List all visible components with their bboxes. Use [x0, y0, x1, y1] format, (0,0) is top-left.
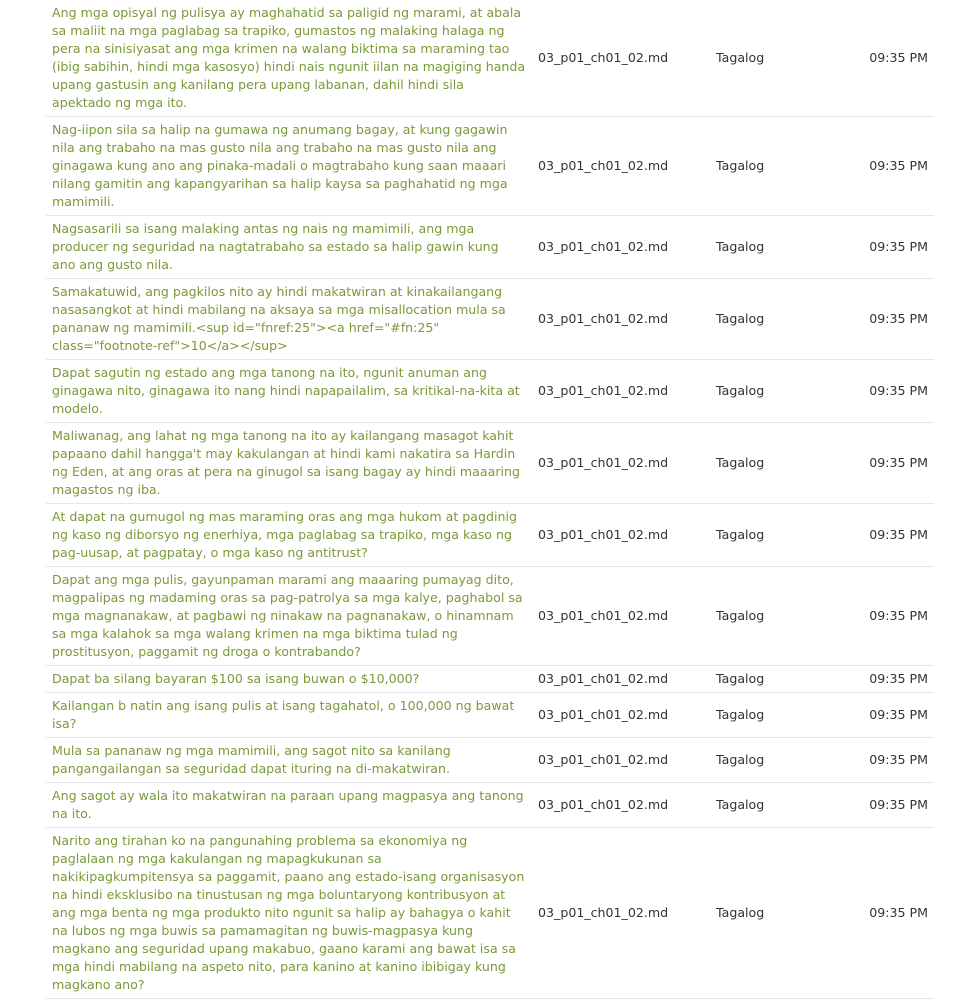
file-name-cell: 03_p01_ch01_02.md — [532, 504, 710, 567]
file-name-cell: 03_p01_ch01_02.md — [532, 117, 710, 216]
language-cell: Tagalog — [710, 783, 830, 828]
table-row[interactable] — [46, 693, 934, 738]
language-cell: Tagalog — [710, 423, 830, 504]
segments-table — [46, 0, 934, 999]
table-row[interactable] — [46, 504, 934, 567]
file-name-cell: 03_p01_ch01_02.md — [532, 567, 710, 666]
segment-text-link[interactable]: Dapat sagutin ng estado ang mga tanong na ito, ngunit anuman ang ginagawa nito, ginagawa ito nang hindi napapailalim, sa kritikal-na-kita at modelo. — [46, 360, 532, 423]
time-cell: 09:35 PM — [830, 360, 934, 423]
table-row[interactable] — [46, 360, 934, 423]
time-cell: 09:35 PM — [830, 693, 934, 738]
table-row[interactable] — [46, 279, 934, 360]
segment-text-link[interactable]: Dapat ang mga pulis, gayunpaman marami ang maaaring pumayag dito, magpalipas ng madaming oras sa pag-patrolya sa mga kalye, paghabol sa mga magnanakaw, at pagbawi ng ninakaw na pagnanakaw, o hinamnam sa mga kalahok sa mga walang krimen na mga biktima tulad ng prostitusyon, paggamit ng droga o kontrabando? — [46, 567, 532, 666]
segments-table-container — [46, 0, 934, 999]
language-cell: Tagalog — [710, 738, 830, 783]
file-name-cell: 03_p01_ch01_02.md — [532, 423, 710, 504]
time-cell: 09:35 PM — [830, 117, 934, 216]
segment-text-link[interactable]: Maliwanag, ang lahat ng mga tanong na ito ay kailangang masagot kahit papaano dahil hangga't may kakulangan at hindi kami nakatira sa Hardin ng Eden, at ang oras at pera na ginugol sa isang bagay ay hindi maaaring magastos ng iba. — [46, 423, 532, 504]
time-cell: 09:35 PM — [830, 279, 934, 360]
table-row[interactable] — [46, 216, 934, 279]
time-cell: 09:35 PM — [830, 216, 934, 279]
language-cell: Tagalog — [710, 504, 830, 567]
time-cell: 09:35 PM — [830, 423, 934, 504]
segment-text-link[interactable]: Samakatuwid, ang pagkilos nito ay hindi makatwiran at kinakailangang nasasangkot at hindi mabilang na aksaya sa mga misallocation mula sa pananaw ng mamimili.<sup id="fnref:25"><a href="#fn:25" class="footnote-ref">10</a></sup> — [46, 279, 532, 360]
segment-text-link[interactable]: At dapat na gumugol ng mas maraming oras ang mga hukom at pagdinig ng kaso ng diborsyo ng enerhiya, mga paglabag sa trapiko, mga kaso ng pag-uusap, at pagpatay, o mga kaso ng antitrust? — [46, 504, 532, 567]
language-cell: Tagalog — [710, 828, 830, 999]
file-name-cell: 03_p01_ch01_02.md — [532, 216, 710, 279]
segment-text-link[interactable]: Ang mga opisyal ng pulisya ay maghahatid sa paligid ng marami, at abala sa maliit na mga paglabag sa trapiko, gumastos ng malaking halaga ng pera na sinisiyasat ang mga krimen na walang biktima sa maraming tao (ibig sabihin, hindi mga kasosyo) hindi nais ngunit iilan na magiging handa upang gastusin ang kanilang pera upang labanan, dahil hindi sila apektado ng mga ito. — [46, 0, 532, 117]
file-name-cell: 03_p01_ch01_02.md — [532, 828, 710, 999]
table-row[interactable] — [46, 666, 934, 693]
table-row[interactable] — [46, 0, 934, 117]
file-name-cell: 03_p01_ch01_02.md — [532, 0, 710, 117]
language-cell: Tagalog — [710, 117, 830, 216]
time-cell: 09:35 PM — [830, 504, 934, 567]
file-name-cell: 03_p01_ch01_02.md — [532, 738, 710, 783]
table-row[interactable] — [46, 828, 934, 999]
file-name-cell: 03_p01_ch01_02.md — [532, 783, 710, 828]
table-row[interactable] — [46, 783, 934, 828]
file-name-cell: 03_p01_ch01_02.md — [532, 360, 710, 423]
segment-text-link[interactable]: Narito ang tirahan ko na pangunahing problema sa ekonomiya ng paglalaan ng mga kakulangan ng mapagkukunan sa nakikipagkumpitensya sa paggamit, paano ang estado-isang organisasyon na hindi eksklusibo na tinustusan ng mga boluntaryong kontribusyon at ang mga benta ng mga produkto nito ngunit sa halip ay bahagya o kahit na lubos ng mga buwis sa pamamagitan ng buwis-magpasya kung magkano ang seguridad upang makabuo, gaano karami ang bawat isa sa mga hindi mabilang na aspeto nito, para kanino at kanino ibibigay kung magkano ano? — [46, 828, 532, 999]
table-row[interactable] — [46, 117, 934, 216]
time-cell: 09:35 PM — [830, 783, 934, 828]
language-cell: Tagalog — [710, 279, 830, 360]
language-cell: Tagalog — [710, 216, 830, 279]
segment-text-link[interactable]: Ang sagot ay wala ito makatwiran na paraan upang magpasya ang tanong na ito. — [46, 783, 532, 828]
segment-text-link[interactable]: Dapat ba silang bayaran $100 sa isang buwan o $10,000? — [46, 666, 532, 693]
language-cell: Tagalog — [710, 567, 830, 666]
segment-text-link[interactable]: Nag-iipon sila sa halip na gumawa ng anumang bagay, at kung gagawin nila ang trabaho na mas gusto nila ang trabaho na mas gusto nila ang ginagawa kung ano ang pinaka-madali o magtrabaho kung saan maaari nilang gamitin ang kapangyarihan sa halip kaysa sa paghahatid ng mga mamimili. — [46, 117, 532, 216]
segments-table-body — [46, 0, 934, 999]
segment-text-link[interactable]: Nagsasarili sa isang malaking antas ng nais ng mamimili, ang mga producer ng seguridad na nagtatrabaho sa estado sa halip gawin kung ano ang gusto nila. — [46, 216, 532, 279]
language-cell: Tagalog — [710, 360, 830, 423]
time-cell: 09:35 PM — [830, 666, 934, 693]
table-row[interactable] — [46, 738, 934, 783]
segment-text-link[interactable]: Kailangan b natin ang isang pulis at isang tagahatol, o 100,000 ng bawat isa? — [46, 693, 532, 738]
table-row[interactable] — [46, 567, 934, 666]
table-row[interactable] — [46, 423, 934, 504]
time-cell: 09:35 PM — [830, 567, 934, 666]
language-cell: Tagalog — [710, 666, 830, 693]
time-cell: 09:35 PM — [830, 0, 934, 117]
language-cell: Tagalog — [710, 0, 830, 117]
time-cell: 09:35 PM — [830, 738, 934, 783]
time-cell: 09:35 PM — [830, 828, 934, 999]
language-cell: Tagalog — [710, 693, 830, 738]
segment-text-link[interactable]: Mula sa pananaw ng mga mamimili, ang sagot nito sa kanilang pangangailangan sa seguridad dapat ituring na di-makatwiran. — [46, 738, 532, 783]
file-name-cell: 03_p01_ch01_02.md — [532, 693, 710, 738]
file-name-cell: 03_p01_ch01_02.md — [532, 279, 710, 360]
file-name-cell: 03_p01_ch01_02.md — [532, 666, 710, 693]
